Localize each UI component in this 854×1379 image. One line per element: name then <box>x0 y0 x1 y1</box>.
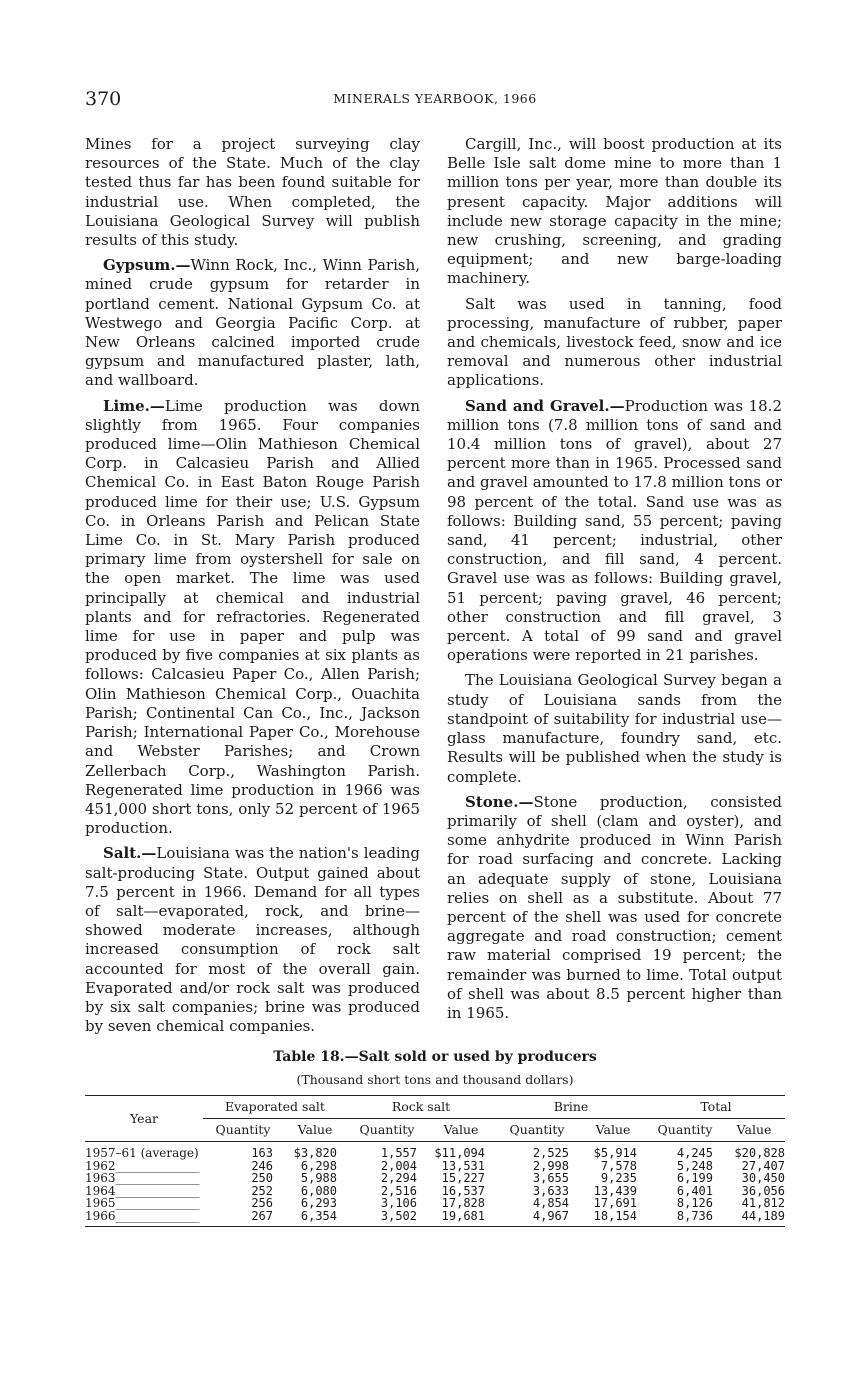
cell: 3,633 <box>532 1183 569 1198</box>
gypsum-paragraph <box>85 256 420 390</box>
row-year: 1962______________ <box>85 1158 200 1173</box>
cell: 3,502 <box>347 1210 427 1226</box>
cell: 13,439 <box>593 1183 637 1198</box>
salt-uses-paragraph: Salt was used in tanning, food processing, manufacture of rubber, paper and chemicals, livestock feed, snow and ice removal and numerous other industrial applications. <box>447 294 782 390</box>
cell: 44,189 <box>723 1210 785 1226</box>
cell: 250 <box>251 1171 273 1186</box>
cell: 8,126 <box>676 1196 713 1211</box>
cell: 27,407 <box>741 1158 785 1173</box>
cell: 6,080 <box>300 1183 337 1198</box>
table-row <box>85 1210 785 1226</box>
table-group-header-row <box>85 1096 785 1119</box>
sub-header: Quantity <box>203 1119 283 1142</box>
row-year: 1965______________ <box>85 1196 200 1211</box>
cell: 2,294 <box>380 1171 417 1186</box>
salt-paragraph <box>85 844 420 1036</box>
cell: 13,531 <box>441 1158 485 1173</box>
cell: 6,401 <box>676 1183 713 1198</box>
group-header-total: Total <box>647 1096 785 1119</box>
cell: 252 <box>251 1183 273 1198</box>
cell: 6,293 <box>300 1196 337 1211</box>
lime-text: Lime production was down slightly from 1965. Four companies produced lime—Olin Mathieson Chemical Corp. in Calcasieu Parish and Allied Chemical Co. in East Baton Rouge Parish produced lime for their use; U.S. Gypsum Co. in Orleans Parish and Pelican State Lime Co. in St. Mary Parish produced primary lime from oystershell for sale on the open market. The lime was used principally at chemical and industrial plants and for refractories. Regenerated lime for use in paper and pulp was produced by five companies at six plants as follows: Calcasieu Paper Co., Allen Parish; Olin Mathieson Chemical Corp., Ouachita Parish; Continental Can Co., Inc., Jackson Parish; International Paper Co., Morehouse and Webster Parishes; and Crown Zellerbach Corp., Washington Parish. Regenerated lime production in 1966 was 451,000 short tons, only 52 percent of 1965 production. <box>85 396 420 838</box>
sub-header: Quantity <box>647 1119 723 1142</box>
page-header <box>85 88 785 114</box>
sub-header: Value <box>579 1119 647 1142</box>
page-number: 370 <box>85 88 122 110</box>
stone-paragraph <box>447 793 782 1023</box>
gypsum-heading: Gypsum.— <box>103 256 191 275</box>
cell: 18,154 <box>579 1210 647 1226</box>
cell: 2,525 <box>532 1146 569 1160</box>
running-title: MINERALS YEARBOOK, 1966 <box>333 91 537 106</box>
cell: 5,248 <box>676 1158 713 1173</box>
sub-header: Quantity <box>495 1119 579 1142</box>
cell: $11,094 <box>434 1146 485 1160</box>
cell: 4,245 <box>676 1146 713 1160</box>
cell: 17,691 <box>593 1196 637 1211</box>
survey-paragraph: The Louisiana Geological Survey began a study of Louisiana sands from the standpoint of suitability for industrial use—glass manufacture, foundry sand, etc. Results will be published when the study is complete. <box>447 671 782 786</box>
cell: 6,354 <box>283 1210 347 1226</box>
cell: 15,227 <box>441 1171 485 1186</box>
row-year: 1963______________ <box>85 1171 200 1186</box>
lime-paragraph <box>85 397 420 839</box>
table-subtitle: (Thousand short tons and thousand dollars) <box>296 1072 574 1087</box>
cell: 6,298 <box>300 1158 337 1173</box>
table-row <box>85 1172 785 1185</box>
row-year: 1957–61 (average) <box>85 1146 199 1160</box>
right-column <box>447 135 782 1029</box>
table-title: Table 18.—Salt sold or used by producers <box>273 1049 597 1065</box>
sub-header: Value <box>427 1119 495 1142</box>
cell: 9,235 <box>600 1171 637 1186</box>
cell: 36,056 <box>741 1183 785 1198</box>
cell: 2,998 <box>532 1158 569 1173</box>
sub-header: Value <box>723 1119 785 1142</box>
table-row <box>85 1142 785 1160</box>
cell: 3,655 <box>532 1171 569 1186</box>
cell: 4,967 <box>495 1210 579 1226</box>
intro-paragraph: Mines for a project surveying clay resources of the State. Much of the clay tested thus far has been found suitable for industrial use. When completed, the Louisiana Geological Survey will publish results of this study. <box>85 135 420 250</box>
left-column <box>85 135 420 1042</box>
cell: 6,199 <box>676 1171 713 1186</box>
row-year: 1964______________ <box>85 1183 200 1198</box>
stone-heading: Stone.— <box>465 792 534 811</box>
stone-text: Stone production, consisted primarily of shell (clam and oyster), and some anhydrite produced in Winn Parish for road surfacing and concrete. Lacking an adequate supply of stone, Louisiana relies on shell as a substitute. About 77 percent of the shell was used for concrete aggregate and road construction; cement raw material comprised 19 percent; the remainder was burned to lime. Total output of shell was about 8.5 percent higher than in 1965. <box>447 792 782 1022</box>
salt-text: Louisiana was the nation's leading salt-producing State. Output gained about 7.5 percent in 1966. Demand for all types of salt—evaporated, rock, and brine—showed moderate increases, although increased consumption of rock salt accounted for most of the overall gain. Evaporated and/or rock salt was produced by six salt companies; brine was produced by seven chemical companies. <box>85 844 420 1036</box>
cell: 246 <box>251 1158 273 1173</box>
group-header-rock: Rock salt <box>347 1096 495 1119</box>
cell: 163 <box>251 1146 273 1160</box>
cargill-paragraph: Cargill, Inc., will boost production at its Belle Isle salt dome mine to more than 1 million tons per year, more than double its present capacity. Major additions will include new storage capacity in the mine; new crushing, screening, and grading equipment; and new barge-loading machinery. <box>447 135 782 288</box>
cell: 256 <box>251 1196 273 1211</box>
cell: $20,828 <box>734 1146 785 1160</box>
cell: 1,557 <box>380 1146 417 1160</box>
salt-heading: Salt.— <box>103 844 157 863</box>
cell: $3,820 <box>293 1146 337 1160</box>
cell: 267 <box>203 1210 283 1226</box>
cell: 17,828 <box>441 1196 485 1211</box>
cell: 8,736 <box>647 1210 723 1226</box>
sub-header: Value <box>283 1119 347 1142</box>
cell: 30,450 <box>741 1171 785 1186</box>
cell: 16,537 <box>441 1183 485 1198</box>
cell: 7,578 <box>600 1158 637 1173</box>
salt-table <box>85 1095 785 1227</box>
lime-heading: Lime.— <box>103 396 165 415</box>
cell: 2,516 <box>380 1183 417 1198</box>
cell: 4,854 <box>532 1196 569 1211</box>
sand-gravel-paragraph <box>447 397 782 666</box>
cell: 2,004 <box>380 1158 417 1173</box>
gypsum-text: Winn Rock, Inc., Winn Parish, mined crude gypsum for retarder in portland cement. National Gypsum Co. at Westwego and Georgia Pacific Corp. at New Orleans calcined imported crude gypsum and manufactured plaster, lath, and wallboard. <box>85 256 420 390</box>
sand-gravel-heading: Sand and Gravel.— <box>465 396 625 415</box>
year-header: Year <box>85 1096 203 1142</box>
row-year: 1966______________ <box>85 1210 203 1226</box>
sand-gravel-text: Production was 18.2 million tons (7.8 million tons of sand and 10.4 million tons of gravel), about 27 percent more than in 1965. Processed sand and gravel amounted to 17.8 million tons or 98 percent of the total. Sand use was as follows: Building sand, 55 percent; paving sand, 41 percent; industrial, other construction, and fill sand, 4 percent. Gravel use was as follows: Building gravel, 51 percent; paving gravel, 46 percent; other construction and fill gravel, 3 percent. A total of 99 sand and gravel operations were reported in 21 parishes. <box>447 396 782 665</box>
cell: 3,106 <box>380 1196 417 1211</box>
group-header-evaporated: Evaporated salt <box>203 1096 347 1119</box>
cell: 19,681 <box>427 1210 495 1226</box>
sub-header: Quantity <box>347 1119 427 1142</box>
cell: 5,988 <box>300 1171 337 1186</box>
group-header-brine: Brine <box>495 1096 647 1119</box>
cell: $5,914 <box>593 1146 637 1160</box>
cell: 41,812 <box>741 1196 785 1211</box>
